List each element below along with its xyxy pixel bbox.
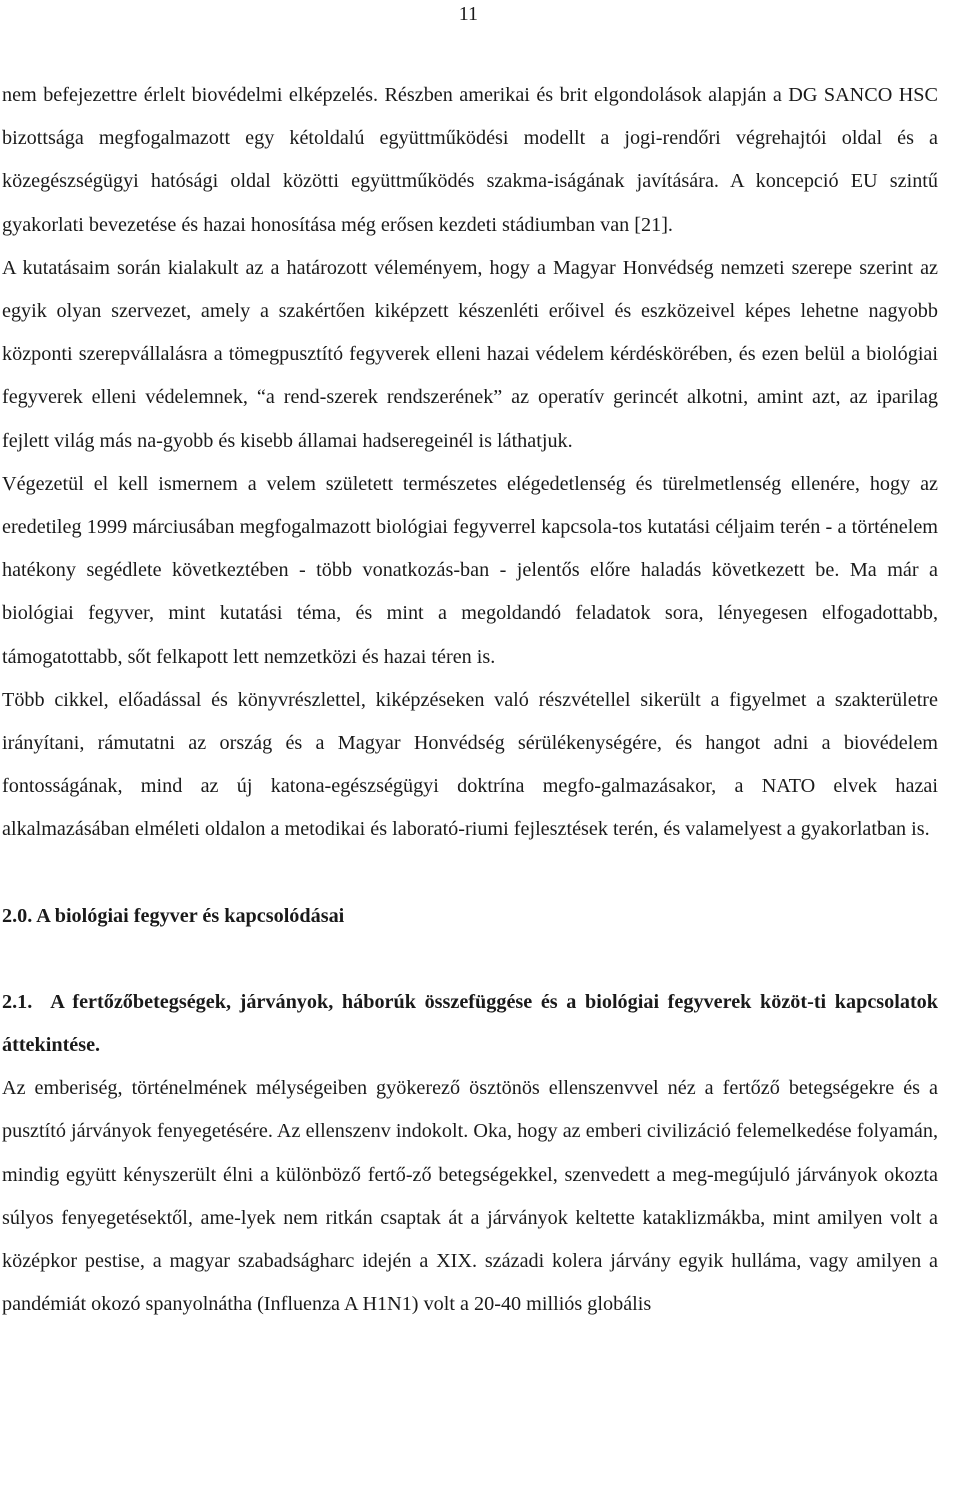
document-body — [2, 74, 938, 1326]
paragraph-research-progress: Végezetül el kell ismernem a velem született természetes elégedetlenség és türelmetlenség ellenére, hogy az eredetileg 1999 márciusában megfogalmazott biológiai fegyverrel kapcsola-tos kutatási céljaim terén - a történelem hatékony segédlete következtében - több vonatkozás-ban - jelentős előre haladás következett be. Ma már a biológiai fegyver, mint kutatási téma, és mint a megoldandó feladatok sora, lényegesen elfogadottabb, támogatottabb, sőt felkapott lett nemzetközi és hazai téren is. — [2, 472, 938, 668]
section-number-2-1: 2.1. — [2, 990, 33, 1013]
paragraph-biovedelem-concept: nem befejezettre érlelt biovédelmi elképzelés. Részben amerikai és brit elgondolások alapján a DG SANCO HSC bizottsága megfogalmazott egy kétoldalú együttműködési modellt a jogi-rendőri végrehajtói oldal és a közegészségügyi hatósági oldal közötti együttműködés szakma-iságának javítására. A koncepció EU szintű gyakorlati bevezetése és hazai honosítása még erősen kezdeti stádiumban van [21]. — [2, 84, 938, 236]
section-heading-2-0: 2.0. A biológiai fegyver és kapcsolódásai — [2, 904, 345, 927]
paragraph-publications: Több cikkel, előadással és könyvrészlettel, kiképzéseken való részvétellel sikerült a figyelmet a szakterületre irányítani, rámutatni az ország és a Magyar Honvédség sérülékenységére, és hangot adni a biovédelem fontosságának, mind az új katona-egészségügyi doktrína megfo-galmazásakor, a NATO elvek hazai alkalmazásában elméleti oldalon a metodikai és laborató-riumi fejlesztések terén, és valamelyest a gyakorlatban is. — [2, 688, 938, 841]
page-number: 11 — [458, 3, 478, 25]
section-title-2-1: A fertőzőbetegségek, járványok, háborúk összefüggése és a biológiai fegyverek közöt-ti kapcsolatok áttekintése. — [2, 990, 938, 1057]
paragraph-infectious-history: Az emberiség, történelmének mélységeiben gyökerező ösztönös ellenszenvvel néz a fertőző betegségekre és a pusztító járványok fenyegetésére. Az ellenszenv indokolt. Oka, hogy az emberi civilizáció felemelkedése folyamán, mindig együtt kényszerült élni a különböző fertő-ző betegségekkel, szenvedett a meg-megújuló járványok okozta súlyos fenyegetésektől, ame-lyek nem ritkán csaptak át a járványok keltette kataklizmákba, mint amilyen volt a középkor pestise, a magyar szabadságharc idején a XIX. századi kolera járvány egyik hulláma, vagy amilyen a pandémiát okozó spanyolnátha (Influenza A H1N1) volt a 20-40 milliós globális — [2, 1077, 938, 1316]
section-heading-2-1 — [2, 981, 938, 1067]
paragraph-honvedseg-role: A kutatásaim során kialakult az a határozott véleményem, hogy a Magyar Honvédség nemzeti szerepe szerint az egyik olyan szervezet, amely a szakértően kiképzett készenléti erőivel és eszközeivel képes lehetne nagyobb központi szerepvállalásra a tömegpusztító fegyverek elleni hazai védelem kérdéskörében, és ezen belül a biológiai fegyverek elleni védelemnek, “a rend-szerek rendszerének” az operatív gerincét alkotni, amint azt, az iparilag fejlett világ más na-gyobb és kisebb államai hadseregeinél is láthatjuk. — [2, 256, 938, 452]
